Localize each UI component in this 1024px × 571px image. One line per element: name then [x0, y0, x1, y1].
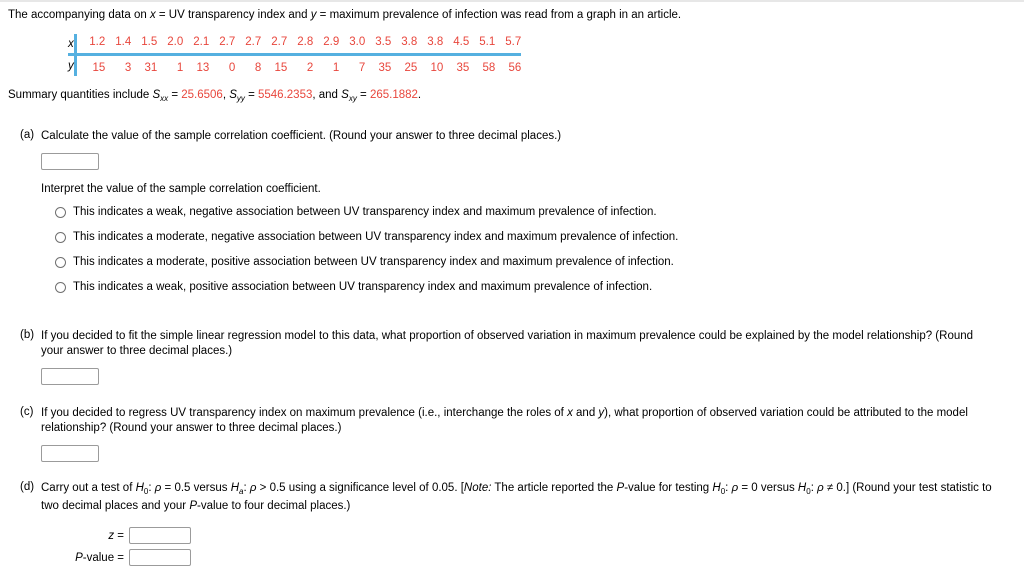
radio-button-icon[interactable] [55, 232, 66, 243]
option-label: This indicates a weak, negative association between UV transparency index and maximum prevalence of infection. [73, 206, 657, 218]
summary-quantities: Summary quantities include $S_{xx} = 25.6506$, $S_{yy} = 5546.2353$, and $S_{xy} = 265.1882$. [8, 89, 422, 103]
part-c-label: (c) [20, 406, 34, 418]
part-a-section [20, 129, 1024, 304]
y-value: 0 [228, 62, 236, 74]
p-value-input[interactable] [129, 549, 191, 566]
part-a-option-3[interactable] [55, 254, 994, 270]
part-d-section [20, 481, 1024, 571]
problem-statement: The accompanying data on x = UV transparency index and y = maximum prevalence of infection was read from a graph in an article. [8, 9, 682, 21]
p-value-answer-row [41, 549, 994, 566]
x-row [68, 34, 521, 55]
part-a-options [41, 204, 994, 295]
x-value: 3.8 [417, 34, 443, 55]
part-a-option-4[interactable] [55, 279, 994, 295]
y-value: 2 [306, 62, 314, 74]
y-value: 7 [358, 62, 366, 74]
radio-button-icon[interactable] [55, 207, 66, 218]
y-row-label: y [68, 55, 75, 77]
y-value: 15 [92, 62, 106, 74]
x-value: 2.7 [209, 34, 235, 55]
x-value: 2.9 [313, 34, 339, 55]
x-value: 2.8 [287, 34, 313, 55]
part-d-label: (d) [20, 481, 35, 493]
x-value: 1.5 [131, 34, 157, 55]
option-label: This indicates a moderate, positive association between UV transparency index and maximum prevalence of infection. [73, 256, 674, 268]
p-value-label: P-value = [75, 551, 124, 564]
y-value: 56 [508, 62, 522, 74]
z-answer-row [41, 527, 994, 544]
y-row [68, 55, 521, 77]
part-c-section [20, 406, 1024, 462]
x-value: 5.1 [469, 34, 495, 55]
part-c-answer-input[interactable] [41, 445, 99, 462]
part-a-label: (a) [20, 129, 35, 141]
y-value: 25 [404, 62, 418, 74]
x-value: 4.5 [443, 34, 469, 55]
option-label: This indicates a weak, positive association between UV transparency index and maximum prevalence of infection. [73, 281, 653, 293]
radio-button-icon[interactable] [55, 282, 66, 293]
part-b-label: (b) [20, 329, 35, 341]
y-value: 3 [124, 62, 132, 74]
data-table [68, 34, 521, 76]
z-label: z = [108, 529, 124, 542]
y-value: 13 [196, 62, 210, 74]
part-d-question: Carry out a test of $H_0$: ρ = 0.5 versus $H_a$: ρ > 0.5 using a significance level of 0.05. [Note: The article reported the P-value for testing $H_0$: ρ = 0 versus $H_0$: ρ ≠ 0.] (Round your test statistic to two decimal places and your P-value to four decimal places.) [41, 482, 992, 512]
z-input[interactable] [129, 527, 191, 544]
radio-button-icon[interactable] [55, 257, 66, 268]
x-value: 1.2 [75, 34, 105, 55]
part-c-question: If you decided to regress UV transparency index on maximum prevalence (i.e., interchange the roles of x and y), what proportion of observed variation could be attributed to the model relationship? (Round your answer to three decimal places.) [41, 407, 968, 434]
x-value: 2.0 [157, 34, 183, 55]
y-value: 35 [456, 62, 470, 74]
x-row-label: x [68, 34, 75, 55]
y-value: 8 [254, 62, 262, 74]
y-value: 58 [482, 62, 496, 74]
y-value: 31 [144, 62, 158, 74]
x-value: 3.0 [339, 34, 365, 55]
part-a-option-1[interactable] [55, 204, 994, 220]
part-a-option-2[interactable] [55, 229, 994, 245]
x-value: 2.7 [235, 34, 261, 55]
x-value: 2.1 [183, 34, 209, 55]
top-divider [0, 0, 1024, 2]
y-value: 10 [430, 62, 444, 74]
x-value: 1.4 [105, 34, 131, 55]
y-value: 35 [378, 62, 392, 74]
part-a-answer-input[interactable] [41, 153, 99, 170]
x-value: 3.5 [365, 34, 391, 55]
y-value: 15 [274, 62, 288, 74]
y-value: 1 [332, 62, 340, 74]
x-value: 3.8 [391, 34, 417, 55]
part-a-interpret-prompt: Interpret the value of the sample correlation coefficient. [41, 183, 321, 195]
y-value: 1 [176, 62, 184, 74]
part-b-section [20, 329, 1024, 385]
part-a-question: Calculate the value of the sample correlation coefficient. (Round your answer to three decimal places.) [41, 130, 562, 142]
part-b-question: If you decided to fit the simple linear regression model to this data, what proportion of observed variation in maximum prevalence could be explained by the model relationship? (Round your answer to three decimal places.) [41, 330, 974, 357]
x-value: 5.7 [495, 34, 521, 55]
x-value: 2.7 [261, 34, 287, 55]
part-b-answer-input[interactable] [41, 368, 99, 385]
option-label: This indicates a moderate, negative association between UV transparency index and maximum prevalence of infection. [73, 231, 679, 243]
